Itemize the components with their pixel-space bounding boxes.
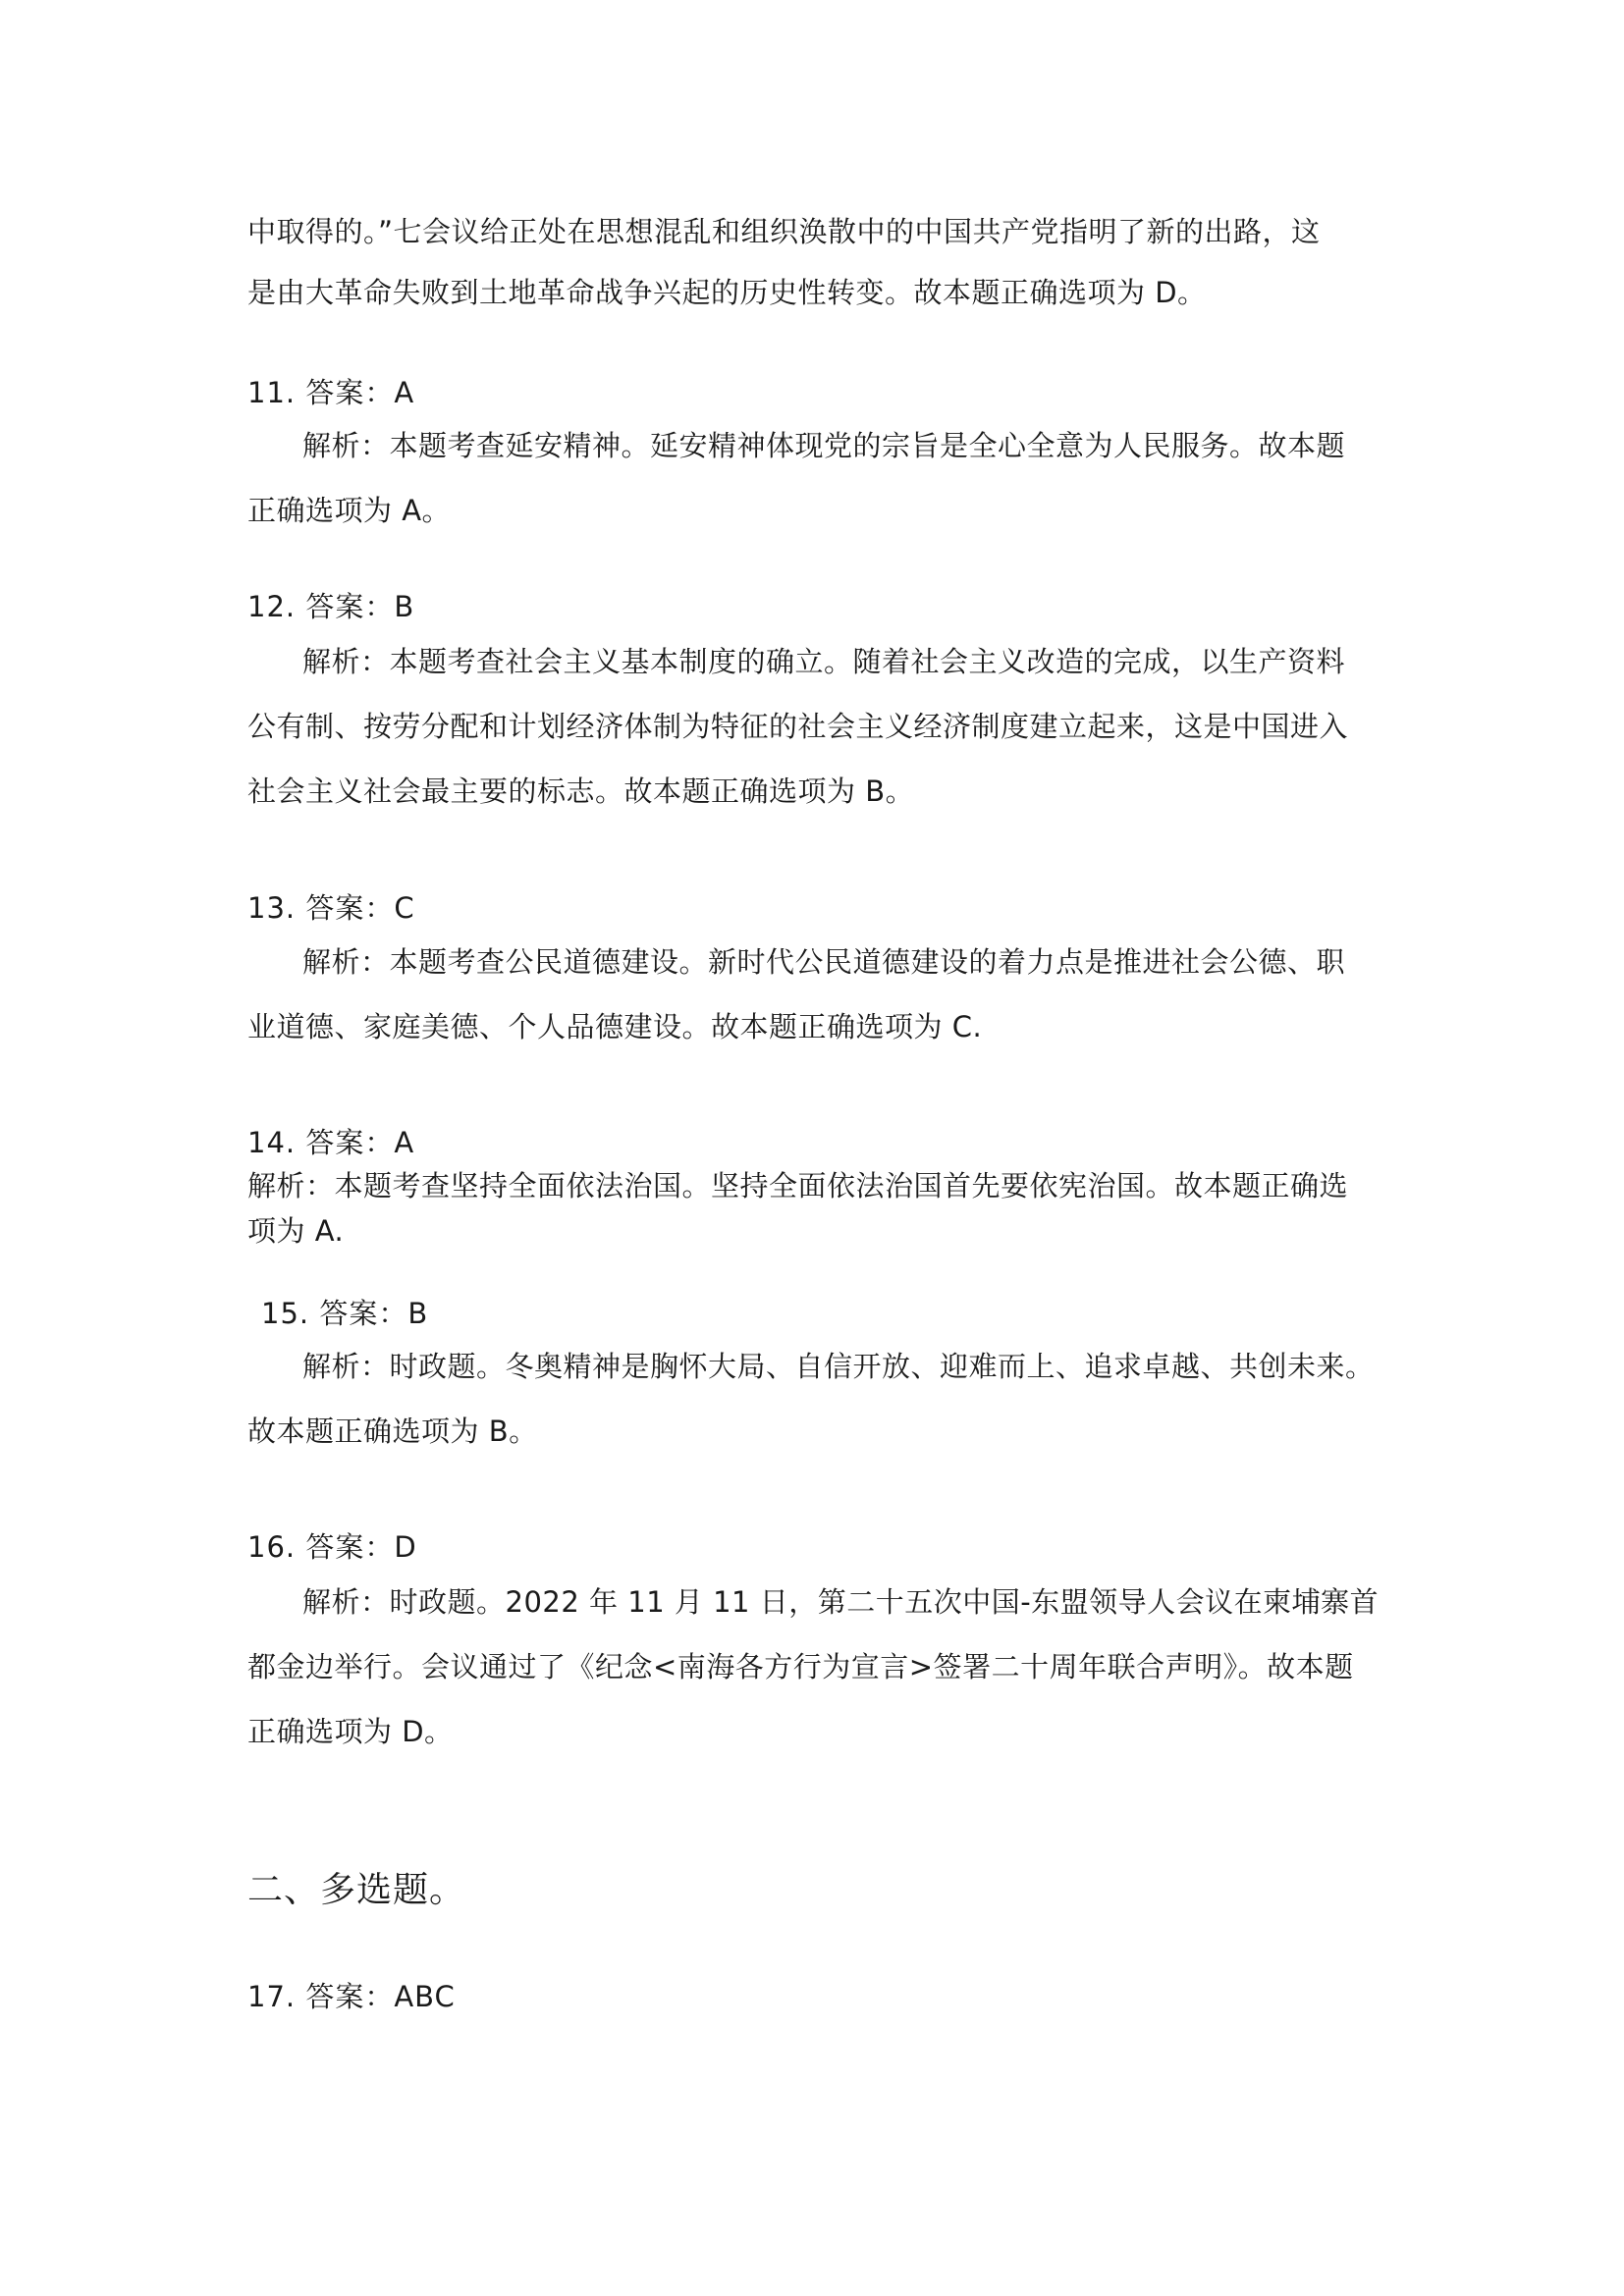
explanation-12-line: 社会主义社会最主要的标志。故本题正确选项为 B。: [247, 774, 915, 808]
explanation-15-line: 故本题正确选项为 B。: [247, 1415, 538, 1448]
answer-11-heading: 11. 答案：A: [247, 376, 415, 409]
explanation-13-line: 解析：本题考查公民道德建设。新时代公民道德建设的着力点是推进社会公德、职: [302, 945, 1346, 979]
document-page: [247, 0, 1386, 2296]
section-heading-multiple-choice: 二、多选题。: [247, 1870, 466, 1910]
paragraph-line: 中取得的。”七会议给正处在思想混乱和组织涣散中的中国共产党指明了新的出路，这: [247, 215, 1321, 248]
explanation-12-line: 公有制、按劳分配和计划经济体制为特征的社会主义经济制度建立起来，这是中国进入: [247, 710, 1349, 743]
answer-12-heading: 12. 答案：B: [247, 590, 415, 623]
explanation-14-line: 解析：本题考查坚持全面依法治国。坚持全面依法治国首先要依宪治国。故本题正确选: [247, 1169, 1349, 1202]
explanation-11-line: 解析：本题考查延安精神。延安精神体现党的宗旨是全心全意为人民服务。故本题: [302, 429, 1346, 462]
paragraph-line: 是由大革命失败到土地革命战争兴起的历史性转变。故本题正确选项为 D。: [247, 276, 1207, 309]
answer-15-heading: 15. 答案：B: [261, 1297, 429, 1330]
explanation-14-line: 项为 A.: [247, 1214, 345, 1248]
explanation-16-line: 正确选项为 D。: [247, 1715, 454, 1748]
answer-17-heading: 17. 答案：ABC: [247, 1980, 456, 2013]
answer-16-heading: 16. 答案：D: [247, 1530, 417, 1564]
explanation-11-line: 正确选项为 A。: [247, 494, 452, 527]
explanation-13-line: 业道德、家庭美德、个人品德建设。故本题正确选项为 C.: [247, 1010, 983, 1043]
explanation-16-line: 解析：时政题。2022 年 11 月 11 日，第二十五次中国-东盟领导人会议在柬埔寨首: [302, 1585, 1380, 1619]
answer-13-heading: 13. 答案：C: [247, 891, 415, 925]
explanation-12-line: 解析：本题考查社会主义基本制度的确立。随着社会主义改造的完成，以生产资料: [302, 645, 1346, 678]
explanation-15-line: 解析：时政题。冬奥精神是胸怀大局、自信开放、迎难而上、追求卓越、共创未来。: [302, 1350, 1375, 1383]
explanation-16-line: 都金边举行。会议通过了《纪念<南海各方行为宣言>签署二十周年联合声明》。故本题: [247, 1650, 1354, 1683]
answer-14-heading: 14. 答案：A: [247, 1126, 415, 1159]
